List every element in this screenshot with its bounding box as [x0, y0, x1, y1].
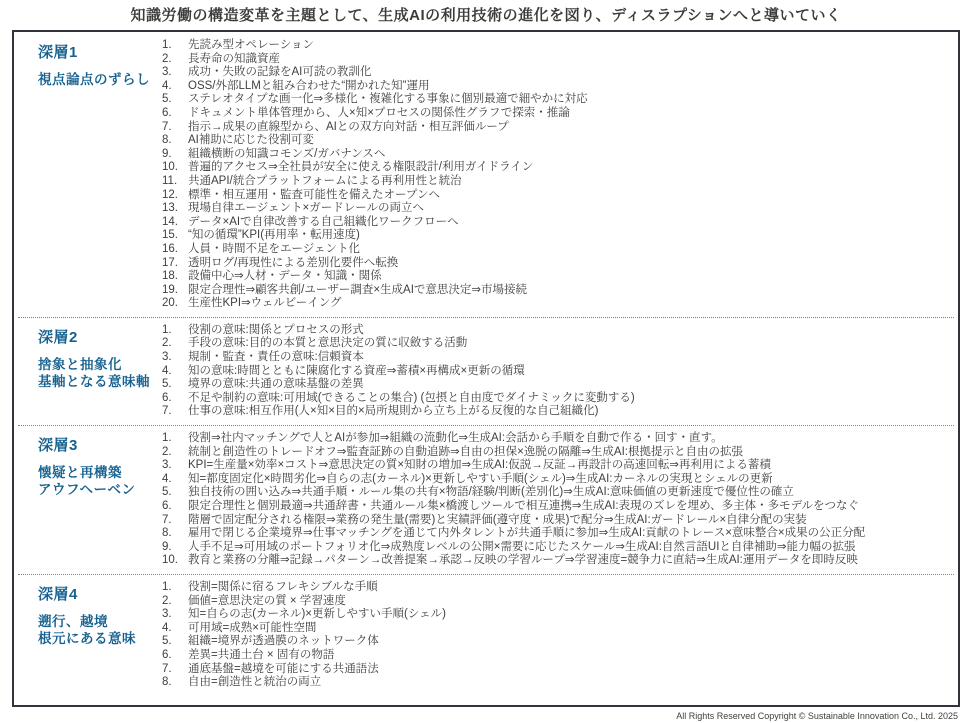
list-item: [162, 635, 956, 649]
section-header: [16, 432, 162, 498]
list-item-number: 20.: [162, 297, 178, 310]
section-subtitle-line: 基軸となる意味軸: [38, 373, 150, 389]
list-item-number: 14.: [162, 215, 178, 228]
list-item-text: 仕事の意味:相互作用(人×知×目的×局所規則から立ち上がる反復的な自己組織化): [188, 405, 599, 418]
list-item-text: 限定合理性と個別最適⇒共通辞書・共通ルール集×橋渡しツールで相互連携⇒生成AI:表現のズレを埋め、多主体・多モデルをつなぐ: [188, 500, 860, 512]
list-item-number: 7.: [162, 513, 172, 526]
list-item-number: 9.: [162, 147, 172, 160]
list-item-text: 通底基盤=越境を可能にする共通語法: [188, 662, 379, 675]
layer-section: [16, 34, 956, 316]
layer-section: [16, 319, 956, 424]
list-item: [162, 351, 956, 365]
copyright-footer: All Rights Reserved Copyright © Sustainable Innovation Co., Ltd. 2025: [676, 711, 958, 721]
section-header: [16, 324, 162, 390]
section-subtitle: [38, 613, 162, 647]
list-item-number: 13.: [162, 202, 178, 215]
list-item-number: 2.: [162, 445, 172, 458]
list-item: [162, 53, 956, 67]
list-item: [162, 66, 956, 80]
list-item-number: 2.: [162, 594, 172, 607]
list-item-text: 人員・時間不足をエージェント化: [188, 242, 361, 255]
list-item: [162, 527, 956, 541]
list-item-number: 6.: [162, 391, 172, 404]
list-item-number: 6.: [162, 106, 172, 119]
list-item: [162, 365, 956, 379]
list-item-number: 17.: [162, 256, 178, 269]
list-item-number: 10.: [162, 161, 178, 174]
section-item-list: [162, 39, 956, 311]
list-item-number: 8.: [162, 134, 172, 147]
list-item-text: 階層で固定配分される権限⇒業務の発生量(需要)と実績評価(遵守度・成果)で配分⇒生成AI:ガードレール×自律分配の実装: [188, 513, 807, 526]
section-subtitle-line: 捨象と抽象化: [38, 356, 122, 372]
content-box: [12, 30, 960, 707]
list-item-text: 指示→成果の直線型から、AIとの双方向対話・相互評価ループ: [188, 120, 509, 133]
list-item: [162, 514, 956, 528]
list-item: [162, 581, 956, 595]
list-item-number: 3.: [162, 608, 172, 621]
list-item-text: 共通API/統合プラットフォームによる再利用性と統治: [188, 174, 462, 187]
list-item: [162, 554, 956, 568]
list-item-text: 先読み型オペレーション: [188, 39, 315, 51]
list-item-text: 生産性KPI⇒ウェルビーイング: [188, 297, 342, 310]
list-item: [162, 622, 956, 636]
list-item: [162, 93, 956, 107]
list-item-number: 5.: [162, 93, 172, 106]
list-item-text: 知=都度固定化×時間劣化⇒自らの志(カーネル)×更新しやすい手順(シェル)⇒生成AI:カーネルの実現とシェルの更新: [188, 472, 773, 485]
list-item: [162, 473, 956, 487]
list-item: [162, 663, 956, 677]
list-item-number: 7.: [162, 662, 172, 675]
list-item-text: 自由=創造性と統治の両立: [188, 676, 322, 689]
list-item: [162, 459, 956, 473]
list-item-number: 4.: [162, 364, 172, 377]
list-item-text: 知=自らの志(カーネル)×更新しやすい手順(シェル): [188, 608, 446, 621]
list-item: [162, 649, 956, 663]
list-item-number: 4.: [162, 472, 172, 485]
list-item-text: 価値=意思決定の質 × 学習速度: [188, 594, 346, 607]
list-item: [162, 216, 956, 230]
list-item: [162, 257, 956, 271]
section-item-list: [162, 432, 956, 568]
list-item-number: 5.: [162, 378, 172, 391]
list-item: [162, 134, 956, 148]
list-item-number: 3.: [162, 66, 172, 79]
list-item-text: データ×AIで自律改善する自己組織化ワークフローへ: [188, 215, 459, 228]
section-item-list: [162, 324, 956, 419]
list-item-text: 境界の意味:共通の意味基盤の差異: [188, 378, 364, 391]
section-divider: [18, 317, 954, 318]
list-item-number: 6.: [162, 500, 172, 512]
list-item-text: 役割の意味:関係とプロセスの形式: [188, 323, 364, 336]
list-item-text: “知の循環”KPI(再用率・転用速度): [188, 229, 360, 242]
list-item-number: 3.: [162, 351, 172, 364]
list-item: [162, 500, 956, 514]
list-item-text: 統制と創造性のトレードオフ⇒監査証跡の自動追跡⇒自由の担保×逸脱の隔離⇒生成AI:根拠提示と自由の拡張: [188, 445, 743, 458]
list-item-text: 役割⇒社内マッチングで人とAIが参加⇒組織の流動化⇒生成AI:会話から手順を自動で作る・回す・直す。: [188, 432, 723, 445]
list-item-number: 1.: [162, 323, 172, 336]
list-item: [162, 39, 956, 53]
list-item-text: 設備中心⇒人材・データ・知識・関係: [188, 270, 382, 283]
list-item: [162, 405, 956, 419]
list-item-text: 標準・相互運用・監査可能性を備えたオープンへ: [188, 188, 440, 201]
list-item: [162, 175, 956, 189]
section-subtitle-line: 懐疑と再構築: [38, 465, 122, 481]
list-item-number: 7.: [162, 405, 172, 418]
list-item-number: 19.: [162, 283, 178, 296]
list-item-text: 組織横断の知識コモンズ/ガバナンスへ: [188, 147, 386, 160]
section-divider: [18, 425, 954, 426]
slide-title: 知識労働の構造変革を主題として、生成AIの利用技術の進化を図り、ディスラプションへと導いていく: [130, 7, 842, 24]
list-item-text: 教育と業務の分離⇒記録→パターン→改善提案→承認→反映の学習ループ⇒学習速度=競争力に直結⇒生成AI:運用データを即時反映: [188, 554, 858, 567]
section-subtitle-line: 遡行、越境: [38, 613, 108, 629]
list-item-text: 人手不足⇒可用域のポートフォリオ化⇒成熟度レベルの公開×需要に応じたスケール⇒生成AI:自然言語UIと自律補助⇒能力幅の拡張: [188, 540, 856, 553]
list-item-number: 2.: [162, 52, 172, 65]
list-item: [162, 189, 956, 203]
list-item-text: 透明ログ/再現性による差別化要件へ転換: [188, 256, 399, 269]
list-item-text: 差異=共通土台 × 固有の物語: [188, 648, 335, 661]
section-label: 深層3: [38, 437, 78, 455]
list-item: [162, 121, 956, 135]
list-item-text: 規制・監査・責任の意味:信頼資本: [188, 351, 364, 364]
list-item-number: 11.: [162, 174, 178, 187]
list-item-text: 普遍的アクセス⇒全社員が安全に使える権限設計/利用ガイドライン: [188, 161, 534, 174]
section-subtitle-line: 根元にある意味: [38, 630, 136, 646]
list-item-number: 15.: [162, 229, 178, 242]
list-item-text: 不足や制約の意味:可用域(できることの集合) (包摂と自由度でダイナミックに変動する): [188, 391, 635, 404]
list-item: [162, 243, 956, 257]
section-label: 深層1: [38, 44, 78, 61]
list-item-text: 成功・失敗の記録をAI可読の教訓化: [188, 66, 372, 79]
list-item-text: ステレオタイプな画一化⇒多様化・複雑化する事象に個別最適で細やかに対応: [188, 93, 588, 106]
list-item-number: 12.: [162, 188, 178, 201]
list-item-number: 8.: [162, 527, 172, 540]
list-item-number: 5.: [162, 635, 172, 648]
list-item-text: AI補助に応じた役割可変: [188, 134, 314, 147]
list-item: [162, 378, 956, 392]
list-item: [162, 486, 956, 500]
section-label: 深層2: [38, 328, 78, 346]
list-item: [162, 446, 956, 460]
list-item: [162, 608, 956, 622]
list-item-text: 役割=関係に宿るフレキシブルな手順: [188, 580, 378, 593]
list-item-text: 可用域=成熟×可能性空間: [188, 621, 317, 634]
list-item: [162, 161, 956, 175]
list-item: [162, 324, 956, 338]
list-item: [162, 107, 956, 121]
list-item-number: 1.: [162, 432, 172, 445]
list-item-text: 独自技術の囲い込み⇒共通手順・ルール集の共有×物語/経験/判断(差別化)⇒生成AI:意味価値の更新速度で優位性の確立: [188, 486, 794, 499]
list-item-number: 5.: [162, 486, 172, 499]
section-header: [16, 39, 162, 88]
list-item-text: 現場自律エージェント×ガードレールの両立へ: [188, 202, 425, 215]
list-item-text: 知の意味:時間とともに陳腐化する資産⇒蓄積×再構成×更新の循環: [188, 364, 525, 377]
list-item-text: 長寿命の知識資産: [188, 52, 280, 65]
layer-section: [16, 427, 956, 573]
list-item: [162, 297, 956, 311]
list-item: [162, 229, 956, 243]
section-subtitle: [38, 71, 162, 88]
section-header: [16, 581, 162, 647]
list-item: [162, 270, 956, 284]
list-item-number: 7.: [162, 120, 172, 133]
list-item-text: 組織=境界が透過膜のネットワーク体: [188, 635, 379, 648]
list-item-number: 4.: [162, 79, 172, 92]
list-item-number: 1.: [162, 580, 172, 593]
list-item-text: 手段の意味:目的の本質と意思決定の質に収斂する活動: [188, 337, 468, 350]
list-item: [162, 337, 956, 351]
list-item-text: 限定合理性⇒顧客共創/ユーザー調査×生成AIで意思決定⇒市場接続: [188, 283, 528, 296]
list-item-number: 16.: [162, 242, 178, 255]
list-item: [162, 148, 956, 162]
list-item-number: 18.: [162, 270, 178, 283]
list-item-number: 2.: [162, 337, 172, 350]
list-item: [162, 676, 956, 690]
list-item-number: 1.: [162, 39, 172, 51]
list-item-number: 10.: [162, 554, 178, 567]
list-item: [162, 432, 956, 446]
list-item-number: 8.: [162, 676, 172, 689]
list-item: [162, 284, 956, 298]
section-subtitle-line: 視点論点のずらし: [38, 72, 150, 87]
section-subtitle: [38, 356, 162, 390]
list-item: [162, 80, 956, 94]
list-item: [162, 541, 956, 555]
list-item: [162, 595, 956, 609]
section-label: 深層4: [38, 585, 78, 603]
list-item-number: 3.: [162, 459, 172, 472]
list-item-text: OSS/外部LLMと組み合わせた“開かれた知”運用: [188, 79, 430, 92]
list-item-number: 4.: [162, 621, 172, 634]
list-item-number: 6.: [162, 648, 172, 661]
list-item-text: ドキュメント単体管理から、人×知×プロセスの関係性グラフで探索・推論: [188, 106, 570, 119]
section-subtitle-line: アウフヘーベン: [38, 482, 136, 498]
section-divider: [18, 574, 954, 575]
list-item: [162, 392, 956, 406]
list-item-text: 雇用で閉じる企業境界⇒仕事マッチングを通じて内外タレントが共通手順に参加⇒生成AI:貢献のトレース×意味整合×成果の公正分配: [188, 527, 866, 540]
list-item-number: 9.: [162, 540, 172, 553]
list-item: [162, 202, 956, 216]
list-item-text: KPI=生産量×効率×コスト⇒意思決定の質×知財の増加⇒生成AI:仮説→反証→再設計の高速回転⇒再利用による蓄積: [188, 459, 771, 472]
section-subtitle: [38, 464, 162, 498]
section-item-list: [162, 581, 956, 690]
layer-section: [16, 576, 956, 695]
